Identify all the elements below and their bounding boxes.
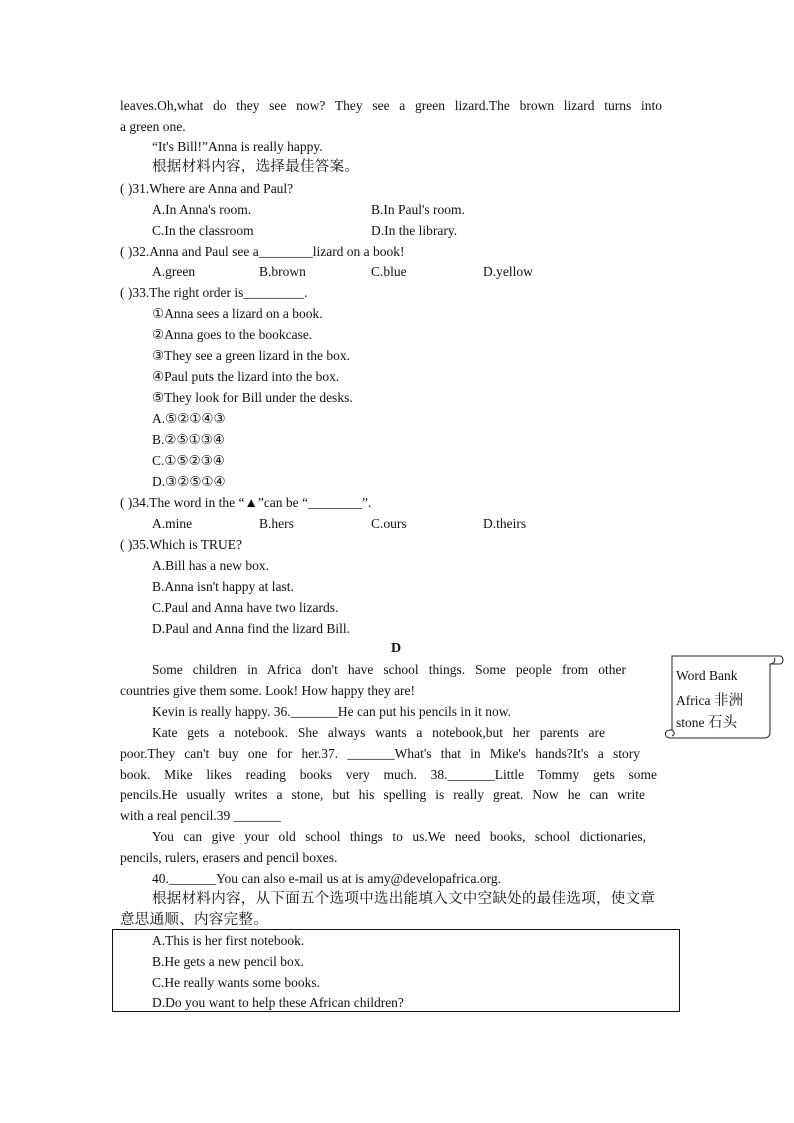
event-item: ①Anna sees a lizard on a book.: [152, 306, 323, 321]
word-bank-title: Word Bank: [676, 668, 738, 683]
word-bank-cn: 非洲: [713, 693, 744, 709]
option: C.Paul and Anna have two lizards.: [152, 600, 339, 615]
choice-item: B.He gets a new pencil box.: [152, 954, 304, 969]
passage-line: pencils.He usually writes a stone, but his spelling is really great. Now he can write: [120, 787, 645, 802]
passage-line: Some children in Africa don't have school things. Some people from other: [152, 662, 626, 677]
passage-line: Kate gets a notebook. She always wants a notebook,but her parents are: [152, 725, 605, 740]
option: D.Paul and Anna find the lizard Bill.: [152, 621, 350, 636]
event-item: ⑤They look for Bill under the desks.: [152, 390, 353, 405]
option: C.ours: [371, 516, 407, 531]
option: C.①⑤②③④: [152, 453, 225, 468]
option: C.In the classroom: [152, 223, 254, 238]
option: B.In Paul's room.: [371, 202, 465, 217]
passage-line: 40._______You can also e-mail us at is amy@developafrica.org.: [152, 871, 501, 886]
option: D.In the library.: [371, 223, 458, 238]
word-bank-entry: [676, 689, 743, 710]
question-34-stem: ( )34.The word in the “▲”can be “________”.: [120, 495, 372, 510]
passage-line: You can give your old school things to us.We need books, school dictionaries,: [152, 829, 646, 844]
question-31-stem: ( )31.Where are Anna and Paul?: [120, 181, 294, 196]
passage-line: book. Mike likes reading books very much. 38._______Little Tommy gets some: [120, 767, 657, 782]
instruction-d: 意思通顺、内容完整。: [120, 912, 268, 928]
option: B.Anna isn't happy at last.: [152, 579, 294, 594]
option: A.In Anna's room.: [152, 202, 252, 217]
option: C.blue: [371, 264, 407, 279]
word-bank: [664, 654, 768, 740]
passage-line: leaves.Oh,what do they see now? They see a green lizard.The brown lizard turns into: [120, 98, 662, 113]
passage-line: a green one.: [120, 119, 186, 134]
choice-item: D.Do you want to help these African children?: [152, 995, 404, 1010]
word-bank-cn: 石头: [707, 715, 738, 731]
event-item: ②Anna goes to the bookcase.: [152, 327, 313, 342]
passage-line: pencils, rulers, erasers and pencil boxes.: [120, 850, 338, 865]
option: A.⑤②①④③: [152, 411, 226, 426]
question-32-stem: ( )32.Anna and Paul see a________lizard on a book!: [120, 244, 405, 259]
word-bank-en: Africa: [676, 693, 711, 708]
event-item: ④Paul puts the lizard into the box.: [152, 369, 340, 384]
choice-item: C.He really wants some books.: [152, 975, 320, 990]
choice-item: A.This is her first notebook.: [152, 933, 305, 948]
option: A.green: [152, 264, 196, 279]
option: D.③②⑤①④: [152, 474, 226, 489]
option: B.②⑤①③④: [152, 432, 225, 447]
option: B.hers: [259, 516, 294, 531]
option: A.Bill has a new box.: [152, 558, 269, 573]
option: B.brown: [259, 264, 306, 279]
option: D.theirs: [483, 516, 527, 531]
passage-line: Kevin is really happy. 36._______He can put his pencils in it now.: [152, 704, 511, 719]
passage-line: “It's Bill!”Anna is really happy.: [152, 139, 323, 154]
passage-line: countries give them some. Look! How happy they are!: [120, 683, 416, 698]
instruction-c: 根据材料内容，选择最佳答案。: [152, 159, 360, 175]
option: D.yellow: [483, 264, 533, 279]
word-bank-entry: [676, 711, 737, 732]
word-bank-en: stone: [676, 715, 705, 730]
section-heading-d: D: [391, 641, 402, 656]
question-35-stem: ( )35.Which is TRUE?: [120, 537, 242, 552]
event-item: ③They see a green lizard in the box.: [152, 348, 351, 363]
passage-line: with a real pencil.39 _______: [120, 808, 281, 823]
instruction-d: 根据材料内容，从下面五个选项中选出能填入文中空缺处的最佳选项，使文章: [152, 891, 656, 907]
option: A.mine: [152, 516, 193, 531]
passage-line: poor.They can't buy one for her.37. _______What's that in Mike's hands?It's a story: [120, 746, 640, 761]
question-33-stem: ( )33.The right order is_________.: [120, 285, 308, 300]
